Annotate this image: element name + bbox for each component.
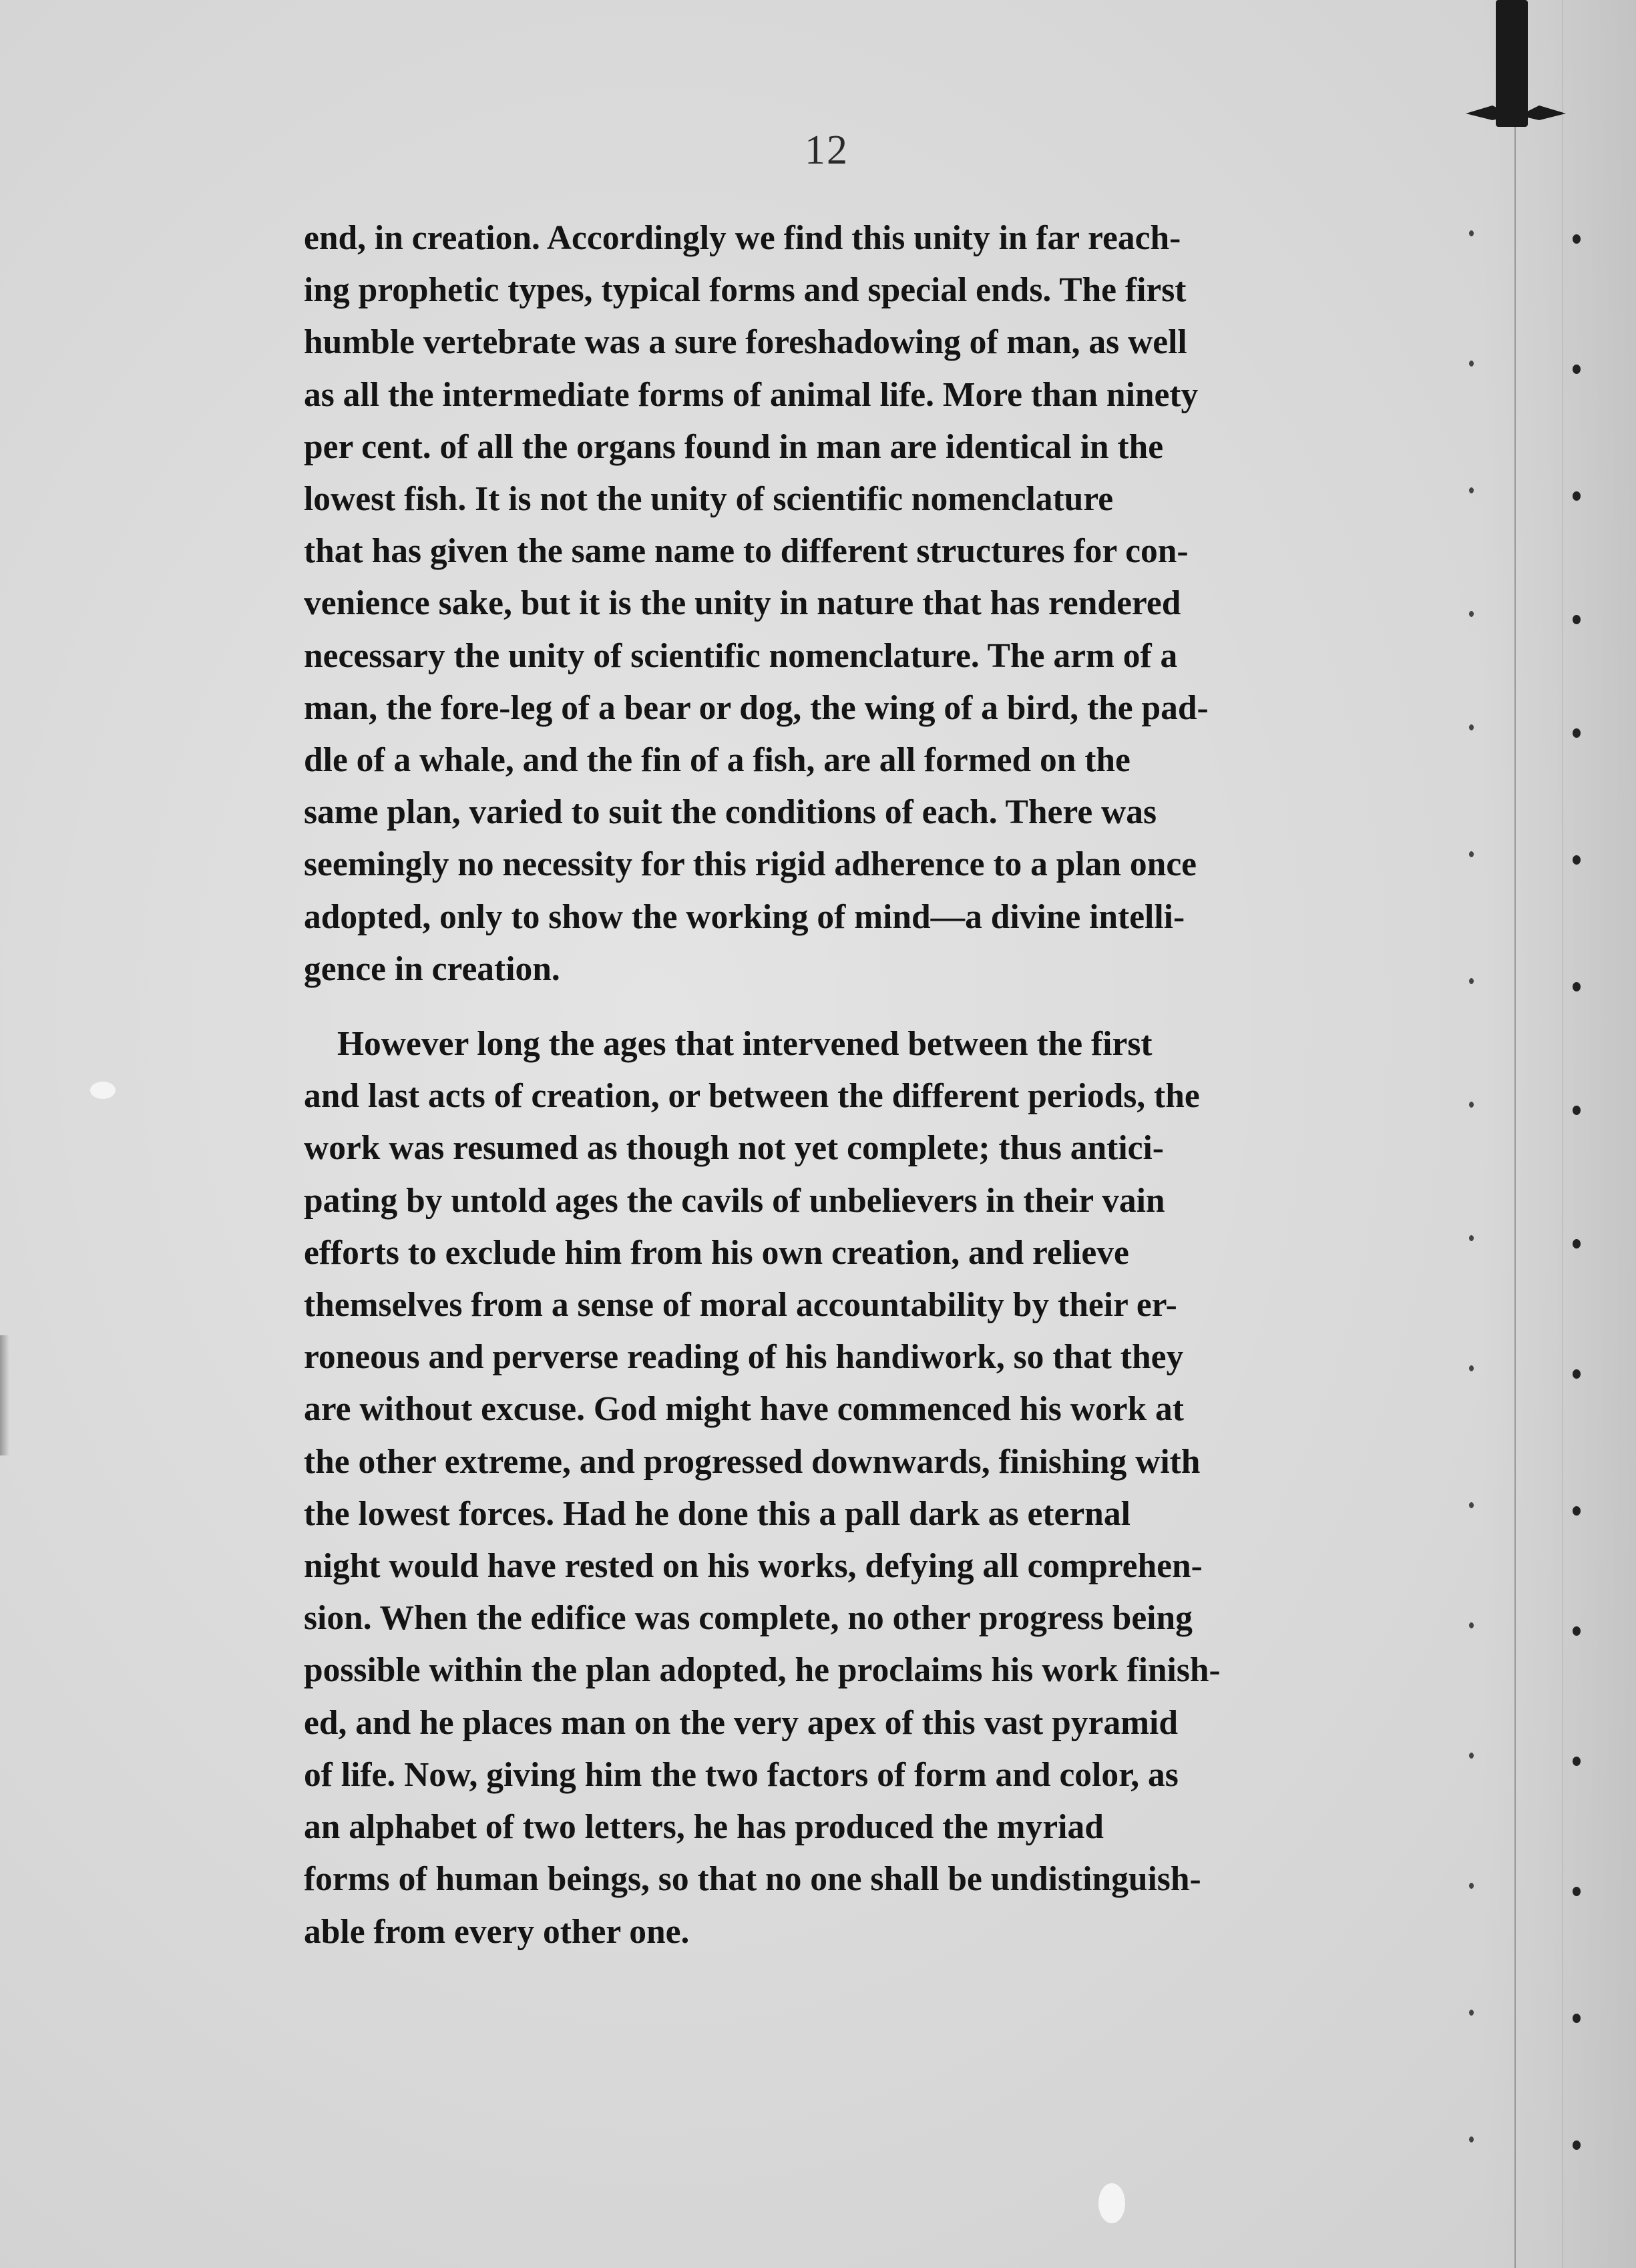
- text-line: possible within the plan adopted, he proclaims his work finish-: [304, 1651, 1221, 1690]
- paragraph-2: [304, 1018, 1376, 1958]
- stitch-mark: [1573, 2014, 1581, 2023]
- text-line: and last acts of creation, or between the different periods, the: [304, 1077, 1200, 1116]
- text-line: seemingly no necessity for this rigid adherence to a plan once: [304, 845, 1197, 884]
- text-line: able from every other one.: [304, 1912, 690, 1951]
- text-line: roneous and perverse reading of his handiwork, so that they: [304, 1338, 1184, 1377]
- binder-clip-head-icon: [1466, 100, 1566, 127]
- text-line: end, in creation. Accordingly we find this unity in far reach-: [304, 219, 1181, 257]
- body-text: [304, 212, 1376, 1958]
- text-line: forms of human beings, so that no one shall be undistinguish-: [304, 1860, 1201, 1899]
- text-line: venience sake, but it is the unity in nature that has rendered: [304, 584, 1181, 623]
- stitch-mark: [1469, 1883, 1474, 1889]
- stitch-mark: [1573, 1239, 1581, 1249]
- stitch-mark: [1469, 1102, 1474, 1108]
- text-line: the lowest forces. Had he done this a pall dark as eternal: [304, 1494, 1131, 1533]
- text-line: lowest fish. It is not the unity of scientific nomenclature: [304, 480, 1114, 519]
- text-line: work was resumed as though not yet complete; thus antici-: [304, 1129, 1164, 1168]
- text-line: However long the ages that intervened between the first: [337, 1025, 1153, 1064]
- page-number: 12: [805, 128, 849, 173]
- text-line: pating by untold ages the cavils of unbelievers in their vain: [304, 1181, 1165, 1220]
- paper-speck: [90, 1082, 116, 1099]
- stitch-mark: [1469, 1502, 1474, 1508]
- stitch-mark: [1573, 982, 1581, 991]
- text-line: as all the intermediate forms of animal life. More than ninety: [304, 375, 1199, 414]
- text-line: that has given the same name to different structures for con-: [304, 532, 1189, 571]
- stitch-mark: [1469, 361, 1474, 367]
- stitch-mark: [1573, 855, 1581, 865]
- text-line: the other extreme, and progressed downwards, finishing with: [304, 1442, 1201, 1481]
- stitch-mark: [1573, 1626, 1581, 1636]
- text-line: of life. Now, giving him the two factors of form and color, as: [304, 1755, 1179, 1794]
- stitch-mark: [1573, 1887, 1581, 1896]
- stitch-mark: [1573, 1757, 1581, 1766]
- text-line: ing prophetic types, typical forms and special ends. The first: [304, 271, 1187, 310]
- stitch-mark: [1469, 487, 1474, 493]
- text-line: sion. When the edifice was complete, no other progress being: [304, 1599, 1193, 1638]
- stitch-mark: [1469, 2010, 1474, 2016]
- stitch-mark: [1469, 1235, 1474, 1241]
- stitch-mark: [1469, 1622, 1474, 1628]
- stitch-mark: [1469, 724, 1474, 730]
- stitch-mark: [1573, 491, 1581, 501]
- stitch-mark: [1469, 978, 1474, 984]
- stitch-mark: [1573, 615, 1581, 624]
- stitch-mark: [1469, 611, 1474, 617]
- stitch-mark: [1469, 230, 1474, 236]
- text-line: man, the fore-leg of a bear or dog, the wing of a bird, the pad-: [304, 688, 1209, 727]
- text-line: night would have rested on his works, defying all comprehen-: [304, 1547, 1203, 1586]
- text-line: humble vertebrate was a sure foreshadowing of man, as well: [304, 323, 1187, 362]
- stitch-mark: [1573, 365, 1581, 374]
- text-line: adopted, only to show the working of mind—a divine intelli-: [304, 897, 1185, 936]
- text-line: gence in creation.: [304, 949, 560, 988]
- text-line: efforts to exclude him from his own creation, and relieve: [304, 1233, 1129, 1272]
- binding-fold-line: [1514, 0, 1516, 2268]
- stitch-mark: [1573, 1369, 1581, 1379]
- text-line: dle of a whale, and the fin of a fish, are all formed on the: [304, 741, 1131, 780]
- text-line: necessary the unity of scientific nomenclature. The arm of a: [304, 636, 1178, 675]
- stitch-mark: [1573, 1506, 1581, 1516]
- text-line: an alphabet of two letters, he has produced the myriad: [304, 1808, 1104, 1847]
- stitch-mark: [1469, 1365, 1474, 1371]
- text-line: same plan, varied to suit the conditions of each. There was: [304, 793, 1157, 832]
- stitch-mark: [1573, 728, 1581, 738]
- paragraph-1: [304, 212, 1376, 995]
- binding-strip: [1482, 0, 1636, 2268]
- stitch-mark: [1469, 2136, 1474, 2142]
- text-line: per cent. of all the organs found in man are identical in the: [304, 427, 1164, 466]
- stitch-mark: [1573, 234, 1581, 244]
- text-line: themselves from a sense of moral accountability by their er-: [304, 1286, 1177, 1325]
- stitch-mark: [1573, 2140, 1581, 2150]
- text-line: ed, and he places man on the very apex of this vast pyramid: [304, 1703, 1179, 1742]
- text-line: are without excuse. God might have commenced his work at: [304, 1390, 1184, 1429]
- paper-speck: [1098, 2183, 1125, 2223]
- stitch-mark: [1469, 1753, 1474, 1759]
- left-edge-shadow: [0, 1335, 9, 1455]
- stitch-mark: [1469, 851, 1474, 857]
- stitch-mark: [1573, 1106, 1581, 1115]
